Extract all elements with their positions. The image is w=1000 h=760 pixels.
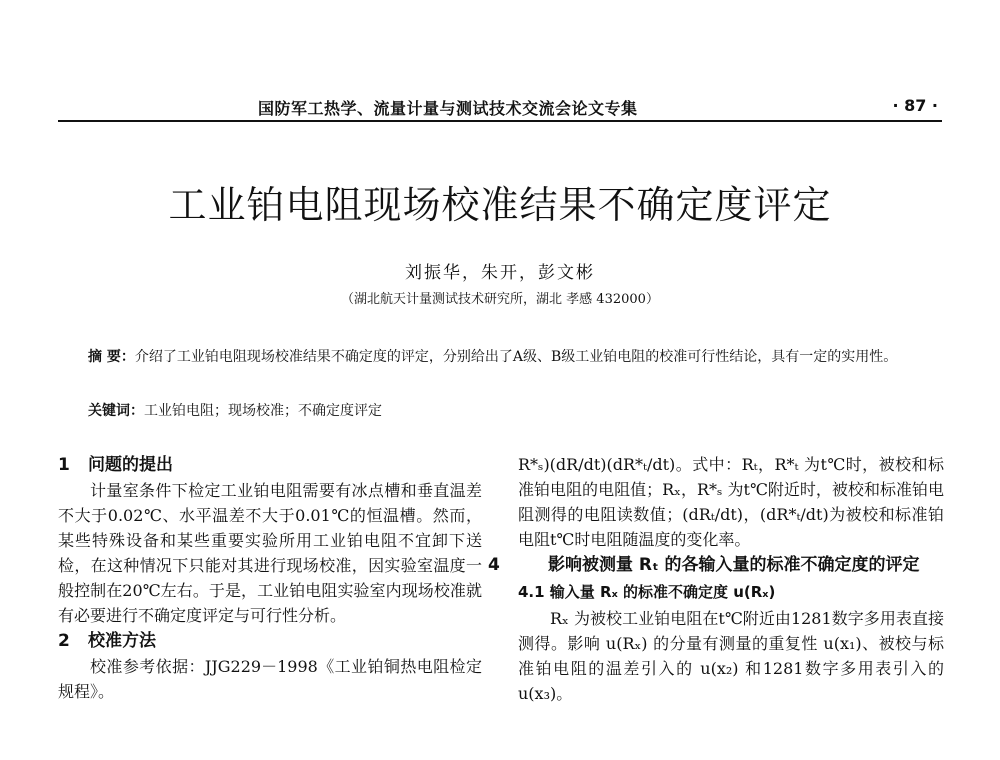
paragraph: R*ₛ)(dR/dt)(dR*ₜ/dt)。式中：Rₜ，R*ₜ 为t℃时，被校和标准铂电阻的电阻值；Rₓ，R*ₛ 为t℃附近时，被校和标准铂电阻测得的电阻读数值；(dRₜ/dt)，(dR*ₜ/dt)为被校和标准铂电阻t℃时电阻随温度的变化率。 <box>518 455 944 549</box>
abstract <box>58 346 942 368</box>
right-column <box>488 452 944 706</box>
section-heading-2 <box>58 628 482 654</box>
journal-title: 国防军工热学、流量计量与测试技术交流会论文专集 <box>258 99 638 118</box>
page-number: · 87 · <box>892 96 938 115</box>
paragraph: 校准参考依据：JJG229－1998《工业铂铜热电阻检定规程》。 <box>58 657 482 701</box>
keywords-text: 工业铂电阻；现场校准；不确定度评定 <box>144 403 382 419</box>
abstract-text: 介绍了工业铂电阻现场校准结果不确定度的评定，分别给出了A级、B级工业铂电阻的校准可行性结论，具有一定的实用性。 <box>134 349 898 365</box>
section-heading-1 <box>58 452 482 478</box>
section-title: 影响被测量 Rₜ 的各输入量的标准不确定度的评定 <box>548 555 920 575</box>
abstract-label: 摘 要： <box>88 349 135 365</box>
subsection-heading-4-1: 4.1 输入量 Rₓ 的标准不确定度 u(Rₓ) <box>518 583 776 601</box>
keywords <box>88 400 382 420</box>
affiliation: （湖北航天计量测试技术研究所，湖北 孝感 432000） <box>341 292 659 307</box>
section-number: 2 <box>58 631 70 651</box>
section-number: 4 <box>488 555 500 575</box>
authors: 刘振华，朱开，彭文彬 <box>405 263 595 283</box>
paragraph: Rₓ 为被校工业铂电阻在t℃附近由1281数字多用表直接测得。影响 u(Rₓ) 的分量有测量的重复性 u(x₁)、被校与标准铂电阻的温差引入的 u(x₂) 和1281数字多用表引入的 u(x₃)。 <box>518 609 944 703</box>
section-heading-4 <box>488 552 944 578</box>
paper-title: 工业铂电阻现场校准结果不确定度评定 <box>168 183 832 227</box>
running-header <box>58 96 942 122</box>
section-title: 校准方法 <box>88 631 156 651</box>
section-title: 问题的提出 <box>88 455 173 475</box>
paragraph: 计量室条件下检定工业铂电阻需要有冰点槽和垂直温差不大于0.02℃、水平温差不大于0.01℃的恒温槽。然而，某些特殊设备和某些重要实验所用工业铂电阻不宜卸下送检，在这种情况下只能对其进行现场校准，因实验室温度一般控制在20℃左右。于是，工业铂电阻实验室内现场校准就有必要进行不确定度评定与可行性分析。 <box>58 481 482 625</box>
section-number: 1 <box>58 455 70 475</box>
keywords-label: 关键词： <box>88 403 144 419</box>
left-column <box>58 452 482 704</box>
